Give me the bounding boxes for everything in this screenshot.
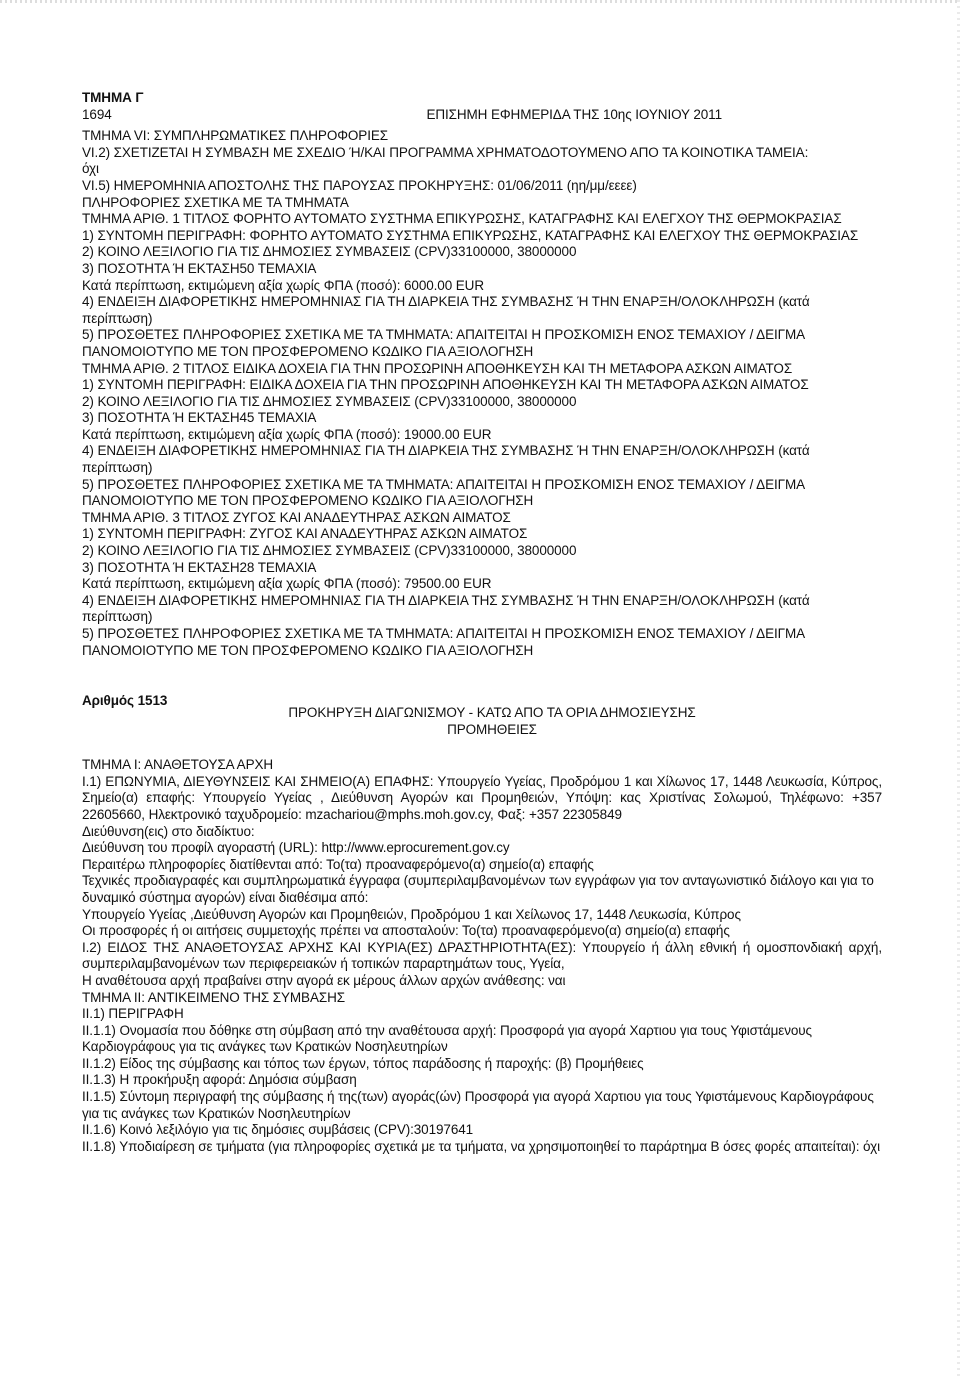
text-line: 1) ΣΥΝΤΟΜΗ ΠΕΡΙΓΡΑΦΗ: ΖΥΓΟΣ ΚΑΙ ΑΝΑΔΕΥΤΗΡΑΣ ΑΣΚΩΝ ΑΙΜΑΤΟΣ bbox=[82, 526, 528, 542]
text-line: ΤΜΗΜΑ ΑΡΙΘ. 1 ΤΙΤΛΟΣ ΦΟΡΗΤΟ ΑΥΤΟΜΑΤΟ ΣΥΣΤΗΜΑ ΕΠΙΚΥΡΩΣΗΣ, ΚΑΤΑΓΡΑΦΗΣ ΚΑΙ ΕΛΕΓΧΟΥ ΤΗΣ ΘΕΡΜΟΚΡΑΣΙΑΣ bbox=[82, 211, 842, 227]
text-line: ΤΜΗΜΑ ΑΡΙΘ. 2 ΤΙΤΛΟΣ ΕΙΔΙΚΑ ΔΟΧΕΙΑ ΓΙΑ ΤΗΝ ΠΡΟΣΩΡΙΝΗ ΑΠΟΘΗΚΕΥΣΗ ΚΑΙ ΤΗ ΜΕΤΑΦΟΡΑ ΑΣΚΩΝ ΑΙΜΑΤΟΣ bbox=[82, 360, 793, 376]
page-header bbox=[82, 90, 882, 123]
text-line: Τεχνικές προδιαγραφές και συμπληρωματικά έγγραφα (συμπεριλαμβανομένων των εγγράφων για τον ανταγωνιστικό διάλογο και για το δυναμικό σύστημα αγορών) είναι διαθέσιμα από: bbox=[82, 873, 874, 905]
text-line: 4) ΕΝΔΕΙΞΗ ΔΙΑΦΟΡΕΤΙΚΗΣ ΗΜΕΡΟΜΗΝΙΑΣ ΓΙΑ ΤΗ ΔΙΑΡΚΕΙΑ ΤΗΣ ΣΥΜΒΑΣΗΣ Ή ΤΗΝ ΕΝΑΡΞΗ/ΟΛΟΚΛΗΡΩΣΗ (κατά περίπτωση) bbox=[82, 294, 810, 326]
text-line: Περαιτέρω πληροφορίες διατίθενται από: Το(τα) προαναφερόμενο(α) σημείο(α) επαφής bbox=[82, 856, 594, 872]
text-line: ΤΜΗΜΑ VI: ΣΥΜΠΛΗΡΩΜΑΤΙΚΕΣ ΠΛΗΡΟΦΟΡΙΕΣ bbox=[82, 128, 389, 144]
text-line: ΤΜΗΜΑ ΙΙ: ΑΝΤΙΚΕΙΜΕΝΟ ΤΗΣ ΣΥΜΒΑΣΗΣ bbox=[82, 989, 346, 1005]
notice-title bbox=[212, 705, 772, 738]
text-line: 4) ΕΝΔΕΙΞΗ ΔΙΑΦΟΡΕΤΙΚΗΣ ΗΜΕΡΟΜΗΝΙΑΣ ΓΙΑ ΤΗ ΔΙΑΡΚΕΙΑ ΤΗΣ ΣΥΜΒΑΣΗΣ Ή ΤΗΝ ΕΝΑΡΞΗ/ΟΛΟΚΛΗΡΩΣΗ (κατά περίπτωση) bbox=[82, 443, 810, 476]
text-line: ΙΙ.1.3) Η προκήρυξη αφορά: Δημόσια σύμβαση bbox=[82, 1072, 357, 1088]
text-line: Ι.2) ΕΙΔΟΣ ΤΗΣ ΑΝΑΘΕΤΟΥΣΑΣ ΑΡΧΗΣ ΚΑΙ ΚΥΡΙΑ(ΕΣ) ΔΡΑΣΤΗΡΙΟΤΗΤΑ(ΕΣ): Υπουργείο ή άλλη εθνική ή ομοσπονδιακή αρχή, συμπεριλαμβανομένων των περιφερειακών ή τοπικών παραρτημάτων τους, Υγεία, bbox=[82, 939, 882, 972]
text-line: 2) ΚΟΙΝΟ ΛΕΞΙΛΟΓΙΟ ΓΙΑ ΤΙΣ ΔΗΜΟΣΙΕΣ ΣΥΜΒΑΣΕΙΣ (CPV)33100000, 38000000 bbox=[82, 393, 577, 409]
text-line: 3) ΠΟΣΟΤΗΤΑ Ή ΕΚΤΑΣΗ50 ΤΕΜΑΧΙΑ bbox=[82, 260, 317, 276]
previous-notice bbox=[82, 128, 882, 659]
notice-title-line: ΠΡΟΜΗΘΕΙΕΣ bbox=[447, 721, 537, 737]
text-line: ΙΙ.1.6) Κοινό λεξιλόγιο για τις δημόσιες συμβάσεις (CPV):30197641 bbox=[82, 1122, 474, 1138]
text-line: 5) ΠΡΟΣΘΕΤΕΣ ΠΛΗΡΟΦΟΡΙΕΣ ΣΧΕΤΙΚΑ ΜΕ ΤΑ ΤΜΗΜΑΤΑ: ΑΠΑΙΤΕΙΤΑΙ Η ΠΡΟΣΚΟΜΙΣΗ ΕΝΟΣ ΤΕΜΑΧΙΟΥ / ΔΕΙΓΜΑ ΠΑΝΟΜΟΙΟΤΥΠΟ ΜΕ ΤΟΝ ΠΡΟΣΦΕΡΟΜΕΝΟ ΚΩΔΙΚΟ ΓΙΑ ΑΞΙΟΛΟΓΗΣΗ bbox=[82, 327, 805, 359]
text-line: ΠΛΗΡΟΦΟΡΙΕΣ ΣΧΕΤΙΚΑ ΜΕ ΤΑ ΤΜΗΜΑΤΑ bbox=[82, 194, 349, 210]
text-line: Κατά περίπτωση, εκτιμώμενη αξία χωρίς ΦΠΑ (ποσό): 79500.00 EUR bbox=[82, 576, 492, 592]
text-line: VI.2) ΣΧΕΤΙΖΕΤΑΙ Η ΣΥΜΒΑΣΗ ΜΕ ΣΧΕΔΙΟ Ή/ΚΑΙ ΠΡΟΓΡΑΜΜΑ ΧΡΗΜΑΤΟΔΟΤΟΥΜΕΝΟ ΑΠΟ ΤΑ ΚΟΙΝΟΤΙΚΑ ΤΑΜΕΙΑ: bbox=[82, 144, 809, 160]
section-label: ΤΜΗΜΑ Γ bbox=[82, 90, 144, 105]
text-line: Οι προσφορές ή οι αιτήσεις συμμετοχής πρέπει να αποσταλούν: Το(τα) προαναφερόμενο(α) σημείο(α) επαφής bbox=[82, 923, 730, 939]
text-line: 5) ΠΡΟΣΘΕΤΕΣ ΠΛΗΡΟΦΟΡΙΕΣ ΣΧΕΤΙΚΑ ΜΕ ΤΑ ΤΜΗΜΑΤΑ: ΑΠΑΙΤΕΙΤΑΙ Η ΠΡΟΣΚΟΜΙΣΗ ΕΝΟΣ ΤΕΜΑΧΙΟΥ / ΔΕΙΓΜΑ ΠΑΝΟΜΟΙΟΤΥΠΟ ΜΕ ΤΟΝ ΠΡΟΣΦΕΡΟΜΕΝΟ ΚΩΔΙΚΟ ΓΙΑ ΑΞΙΟΛΟΓΗΣΗ bbox=[82, 476, 805, 509]
text-line: 1) ΣΥΝΤΟΜΗ ΠΕΡΙΓΡΑΦΗ: ΕΙΔΙΚΑ ΔΟΧΕΙΑ ΓΙΑ ΤΗΝ ΠΡΟΣΩΡΙΝΗ ΑΠΟΘΗΚΕΥΣΗ ΚΑΙ ΤΗ ΜΕΤΑΦΟΡΑ ΑΣΚΩΝ ΑΙΜΑΤΟΣ bbox=[82, 377, 809, 393]
text-line: VI.5) ΗΜΕΡΟΜΗΝΙΑ ΑΠΟΣΤΟΛΗΣ ΤΗΣ ΠΑΡΟΥΣΑΣ ΠΡΟΚΗΡΥΞΗΣ: 01/06/2011 (ηη/μμ/εεεε) bbox=[82, 177, 637, 193]
text-line: ΙΙ.1.8) Υποδιαίρεση σε τμήματα (για πληροφορίες σχετικά με τα τμήματα, να χρησιμοποιηθεί το παράρτημα Β όσες φορές απαιτείται): όχι bbox=[82, 1138, 880, 1154]
notice-title-line: ΠΡΟΚΗΡΥΞΗ ΔΙΑΓΩΝΙΣΜΟΥ - ΚΑΤΩ ΑΠΟ ΤΑ ΟΡΙΑ ΔΗΜΟΣΙΕΥΣΗΣ bbox=[288, 705, 696, 721]
gazette-page bbox=[82, 90, 882, 1155]
text-line: 4) ΕΝΔΕΙΞΗ ΔΙΑΦΟΡΕΤΙΚΗΣ ΗΜΕΡΟΜΗΝΙΑΣ ΓΙΑ ΤΗ ΔΙΑΡΚΕΙΑ ΤΗΣ ΣΥΜΒΑΣΗΣ Ή ΤΗΝ ΕΝΑΡΞΗ/ΟΛΟΚΛΗΡΩΣΗ (κατά περίπτωση) bbox=[82, 592, 810, 625]
scan-edge-top bbox=[0, 0, 960, 3]
text-line: ΙΙ.1.2) Είδος της σύμβασης και τόπος των έργων, τόπος παράδοσης ή παροχής: (β) Προμήθειες bbox=[82, 1055, 644, 1071]
notice-number: Αριθμός 1513 bbox=[82, 693, 168, 709]
text-line: 3) ΠΟΣΟΤΗΤΑ Ή ΕΚΤΑΣΗ45 ΤΕΜΑΧΙΑ bbox=[82, 410, 317, 426]
section-gap bbox=[82, 659, 882, 693]
text-line: 2) ΚΟΙΝΟ ΛΕΞΙΛΟΓΙΟ ΓΙΑ ΤΙΣ ΔΗΜΟΣΙΕΣ ΣΥΜΒΑΣΕΙΣ (CPV)33100000, 38000000 bbox=[82, 543, 577, 559]
text-line: Διεύθυνση(εις) στο διαδίκτυο: bbox=[82, 823, 255, 839]
text-line: 5) ΠΡΟΣΘΕΤΕΣ ΠΛΗΡΟΦΟΡΙΕΣ ΣΧΕΤΙΚΑ ΜΕ ΤΑ ΤΜΗΜΑΤΑ: ΑΠΑΙΤΕΙΤΑΙ Η ΠΡΟΣΚΟΜΙΣΗ ΕΝΟΣ ΤΕΜΑΧΙΟΥ / ΔΕΙΓΜΑ ΠΑΝΟΜΟΙΟΤΥΠΟ ΜΕ ΤΟΝ ΠΡΟΣΦΕΡΟΜΕΝΟ ΚΩΔΙΚΟ ΓΙΑ ΑΞΙΟΛΟΓΗΣΗ bbox=[82, 626, 805, 658]
text-line: όχι bbox=[82, 161, 99, 177]
text-line: Υπουργείο Υγείας ,Διεύθυνση Αγορών και Προμηθειών, Προδρόμου 1 και Χείλωνος 17, 1448 Λευκωσία, Κύπρος bbox=[82, 906, 741, 922]
text-line: 2) ΚΟΙΝΟ ΛΕΞΙΛΟΓΙΟ ΓΙΑ ΤΙΣ ΔΗΜΟΣΙΕΣ ΣΥΜΒΑΣΕΙΣ (CPV)33100000, 38000000 bbox=[82, 244, 577, 260]
text-line: 3) ΠΟΣΟΤΗΤΑ Ή ΕΚΤΑΣΗ28 ΤΕΜΑΧΙΑ bbox=[82, 559, 317, 575]
header-row bbox=[82, 107, 882, 124]
text-line: Κατά περίπτωση, εκτιμώμενη αξία χωρίς ΦΠΑ (ποσό): 6000.00 EUR bbox=[82, 277, 484, 293]
section-gap bbox=[82, 743, 882, 757]
text-line: ΤΜΗΜΑ Ι: ΑΝΑΘΕΤΟΥΣΑ ΑΡΧΗ bbox=[82, 757, 274, 773]
text-line: Η αναθέτουσα αρχή πραβαίνει στην αγορά εκ μέρους άλλων αρχών ανάθεσης: ναι bbox=[82, 972, 566, 988]
text-line: ΙΙ.1.5) Σύντομη περιγραφή της σύμβασης ή της(των) αγοράς(ών) Προσφορά για αγορά Χαρτιου για τους Υφιστάμενους Καρδιογράφους για τις ανάγκες των Κρατικών Νοσηλευτηρίων bbox=[82, 1089, 874, 1121]
page-number: 1694 bbox=[82, 106, 112, 122]
text-line: ΤΜΗΜΑ ΑΡΙΘ. 3 ΤΙΤΛΟΣ ΖΥΓΟΣ ΚΑΙ ΑΝΑΔΕΥΤΗΡΑΣ ΑΣΚΩΝ ΑΙΜΑΤΟΣ bbox=[82, 509, 511, 525]
text-line: Διεύθυνση του προφίλ αγοραστή (URL): http://www.eprocurement.gov.cy bbox=[82, 840, 510, 856]
notice-body bbox=[82, 757, 882, 1155]
text-line: Ι.1) ΕΠΩΝΥΜΙΑ, ΔΙΕΥΘΥΝΣΕΙΣ ΚΑΙ ΣΗΜΕΙΟ(Α) ΕΠΑΦΗΣ: Υπουργείο Υγείας, Προδρόμου 1 και Χίλωνος 17, 1448 Λευκωσία, Κύπρος, Σημείο(α) επαφής: Υπουργείο Υγείας , Διεύθυνση Αγορών και Προμηθειών, Υπόψη: κας Χριστίνας Σολωμού, Τηλέφωνο: +357 22605660, Ηλεκτρονικό ταχυδρομείο: mzachariou@mphs.moh.gov.cy, Φαξ: +357 22305849 bbox=[82, 773, 882, 822]
notice-heading bbox=[82, 693, 882, 743]
gazette-title: ΕΠΙΣΗΜΗ ΕΦΗΜΕΡΙΔΑ ΤΗΣ 10ης ΙΟΥΝΙΟΥ 2011 bbox=[426, 106, 722, 122]
text-line: Κατά περίπτωση, εκτιμώμενη αξία χωρίς ΦΠΑ (ποσό): 19000.00 EUR bbox=[82, 426, 492, 442]
text-line: ΙΙ.1) ΠΕΡΙΓΡΑΦΗ bbox=[82, 1006, 184, 1022]
text-line: 1) ΣΥΝΤΟΜΗ ΠΕΡΙΓΡΑΦΗ: ΦΟΡΗΤΟ ΑΥΤΟΜΑΤΟ ΣΥΣΤΗΜΑ ΕΠΙΚΥΡΩΣΗΣ, ΚΑΤΑΓΡΑΦΗΣ ΚΑΙ ΕΛΕΓΧΟΥ ΤΗΣ ΘΕΡΜΟΚΡΑΣΙΑΣ bbox=[82, 227, 859, 243]
text-line: ΙΙ.1.1) Ονομασία που δόθηκε στη σύμβαση από την αναθέτουσα αρχή: Προσφορά για αγορά Χαρτιου για τους Υφιστάμενους Καρδιογράφους για τις ανάγκες των Κρατικών Νοσηλευτηρίων bbox=[82, 1022, 812, 1055]
